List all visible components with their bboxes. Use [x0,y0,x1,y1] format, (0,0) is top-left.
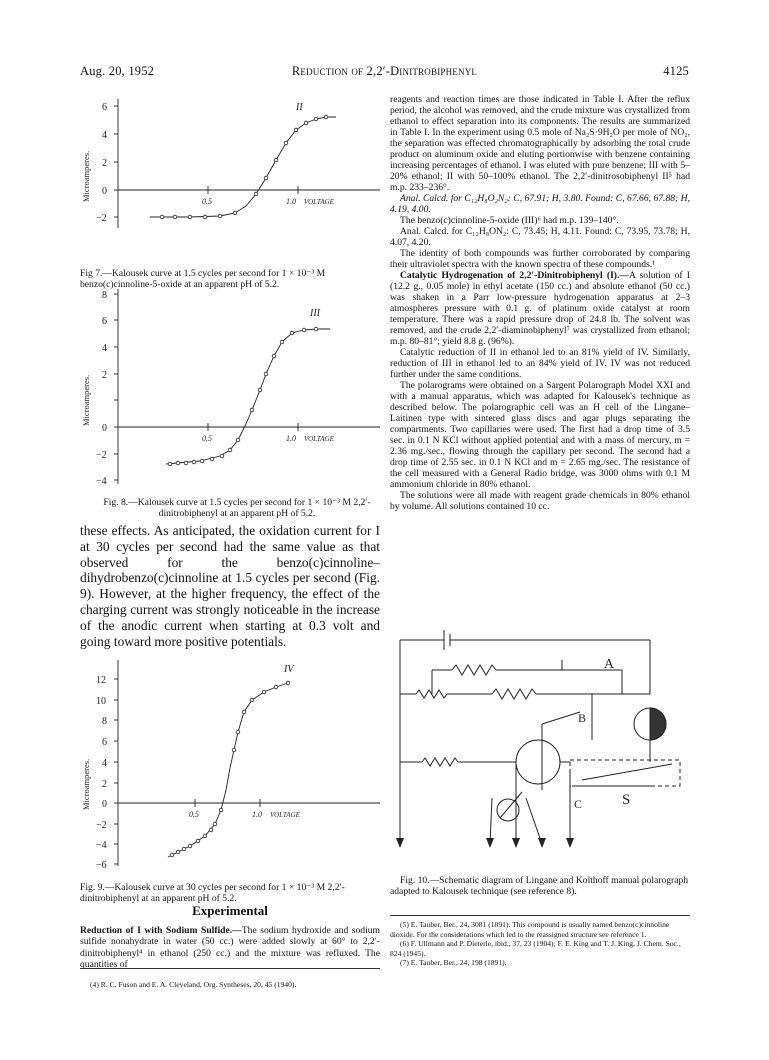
page-date: Aug. 20, 1952 [80,64,155,78]
fig7-voltage-label: VOLTAGE [304,198,334,206]
fig7-caption: Fig 7.—Kalousek curve at 1.5 cycles per second for 1 × 10⁻³ M benzo(c)cinnoline-5-oxide at an apparent pH of 5.2. [80,267,326,290]
fig7-curve-label: II [296,102,303,113]
page-number: 4125 [663,64,689,78]
fig9-curve-label: IV [284,664,294,675]
fig8-curve-label: III [310,308,320,319]
fig9-ytick: 4 [102,758,107,769]
fig9-ytick: −4 [96,840,107,851]
fig7-xtick: 0.5 [202,197,212,206]
fig8-ytick: 8 [102,290,107,301]
fig8-ytick: 0 [102,423,107,434]
fig9-ytick: 12 [96,675,106,686]
right-column-text [390,94,690,512]
fig9-ytick: 10 [96,696,106,707]
hydrogenation-text: A solution of I (12.2 g., 0.05 mole) in ethyl acetate (150 cc.) and absolute ethanol (50 cc.) was shaken in a Parr low-pressure hydrogenation apparatus at 2–3 atmospheres pressure with 0.1 g. of platinum oxide catalyst at room temperature. There was a rapid pressure drop of 24.8 lb. The solvent was removed, and the crude 2,2′-diaminobiphenyl⁷ was crystallized from ethanol; m.p. 80–81°; yield 8.8 g. (96%). [390,270,690,347]
analysis-II: Anal. Calcd. for C₁₂H₈O₂N₂: C, 67.91; H, 3.80. Found: C, 67.66, 67.88; H, 4.19, 4.00. [390,193,690,215]
hydrogenation-run-in-head: Catalytic Hydrogenation of 2,2′-Dinitrobiphenyl (I).— [400,270,629,281]
fig9-ylabel: Microamperes. [81,758,91,810]
fig7-ytick: 0 [102,186,107,197]
fig9-voltage-label: VOLTAGE [270,811,300,819]
fig8-ytick: 6 [102,316,107,327]
experimental-text: The sodium hydroxide and sodium sulfide nonahydrate in water (50 cc.) were added slowly at 60° to 2,2′-dinitrobiphenyl⁴ in ethanol (250 cc.) and the mixture was refluxed. The quantities of [80,925,381,971]
experimental-paragraph [80,925,380,971]
analysis-III: Anal. Calcd. for C₁₂H₈ON₂: C, 73.45; H, 4.11. Found: C, 73.95, 73.78; H, 4.07, 4.20. [390,226,690,248]
right-footnotes [390,920,690,968]
footnote-7: (7) E. Tauber, Ber., 24, 198 (1891). [400,958,507,968]
fig9-plot [80,650,380,868]
fig8-plot [80,286,380,486]
fig9-ytick: 8 [102,716,107,727]
fig10-label-B: B [578,711,587,725]
fig10-label-S: S [622,792,631,808]
fig8-caption: Fig. 8.—Kalousek curve at 1.5 cycles per second for 1 × 10⁻³ M 2,2′-dinitrobiphenyl at an apparent pH of 5.2. [103,496,371,519]
fig8-xtick: 0.5 [202,434,212,443]
fig8-ytick: −4 [96,476,107,486]
right-paragraph-3: The benzo(c)cinnoline-5-oxide (III)⁶ had m.p. 139–140°. [400,215,619,226]
right-paragraph-7: Catalytic reduction of II in ethanol led to an 81% yield of IV. Similarly, reduction of III in ethanol led to an 84% yield of IV. IV was not reduced further under the same conditions. [390,347,690,380]
fig10-schematic [392,612,690,864]
section-heading-experimental: Experimental [192,903,268,918]
fig8-ylabel: Microamperes. [81,374,91,426]
fig9-ytick: 2 [102,779,107,790]
footnote-5: (5) E. Tauber, Ber., 24, 3081 (1891). This compound is usually named benzo(c)cinnoline dioxide. For the considerations which led to the reassigned structure see reference 1. [390,920,670,939]
fig10-label-C: C [574,797,583,811]
fig7-ytick: 2 [102,158,107,169]
fig7-ytick: 6 [102,102,107,113]
footnote-4: (4) R. C. Fuson and E. A. Cleveland, Org. Syntheses, 20, 45 (1940). [90,979,297,989]
fig8-ytick: 4 [102,343,107,354]
fig9-ytick: −2 [96,820,107,831]
experimental-run-in-head: Reduction of I with Sodium Sulfide.— [80,925,242,936]
fig7-ylabel: Microamperes. [81,150,91,202]
hydrogenation-paragraph [390,270,690,347]
fig10-caption: Fig. 10.—Schematic diagram of Lingane and Kolthoff manual polarograph adapted to Kalousek technique (see reference 8). [390,874,689,897]
fig9-caption: Fig. 9.—Kalousek curve at 30 cycles per second for 1 × 10⁻³ M 2,2′-dinitrobiphenyl at an apparent pH of 5.2. [80,881,345,904]
footnote-6: (6) F. Ullmann and P. Dieterle, ibid., 37, 23 (1904); F. E. King and T. J. King, J. Chem. Soc., 824 (1945). [390,939,681,958]
fig7-ytick: 4 [102,130,107,141]
fig10-label-A: A [604,657,615,672]
fig7-xtick: 1.0 [286,197,296,206]
fig7-plot [80,96,380,256]
right-paragraph-5: The identity of both compounds was further corroborated by comparing their ultraviolet spectra with the known spectra of these compounds.¹ [390,248,690,270]
fig9-ytick: 6 [102,737,107,748]
right-paragraph-1: reagents and reaction times are those indicated in Table I. After the reflux period, the alcohol was removed, and the crude mixture was crystallized from ethanol to effect separation into its components. The results are summarized in Table I. In the experiment using 0.5 mole of Na₂S·9H₂O per mole of NO₂, the separation was effected chromatographically by adsorbing the total crude product on aluminum oxide and eluting portionwise with benzene containing increasing percentages of ethanol. I was eluted with pure benzene; III with 5–20% ethanol; II with 50–100% ethanol. The 2,2′-dinitrosobiphenyl II⁵ had m.p. 233–236°. [390,94,690,193]
running-title: Reduction of 2,2′-Dinitrobiphenyl [291,64,478,78]
fig8-ytick: 2 [102,370,107,381]
right-paragraph-9: The solutions were all made with reagent grade chemicals in 80% ethanol by volume. All solutions contained 10 cc. [390,490,690,512]
fig9-xtick: 0.5 [189,810,199,819]
right-paragraph-8: The polarograms were obtained on a Sargent Polarograph Model XXI and with a manual apparatus, which was adapted for Kalousek's technique as described below. The polarographic cell was an H cell of the Lingane–Laitinen type with sintered glass discs and agar plugs separating the compartments. Two capillaries were used. The first had a drop time of 3.5 sec. in 0.1 N KCl without applied potential and with a mass of mercury, m = 2.36 mg./sec., flowing through the capillary per second. The second had a drop time of 2.55 sec. in 0.1 N KCl and m = 2.65 mg./sec. The resistance of the cell measured with a General Radio bridge, was 3000 ohms with 0.1 M ammonium chloride in 80% ethanol. [390,380,690,490]
fig8-ytick: −2 [96,450,107,461]
fig7-ytick: −2 [96,213,107,224]
fig8-voltage-label: VOLTAGE [304,435,334,443]
fig9-xtick: 1.0 [252,810,262,819]
left-body-paragraph: these effects. As anticipated, the oxidation current for I at 30 cycles per second had the same value as that observed for the benzo(c)cinnoline–dihydrobenzo(c)cinnoline at 1.5 cycles per second (Fig. 9). However, at the higher frequency, the effect of the charging current was strongly noticeable in the increase of the anodic current when starting at 0.3 volt and going toward more positive potentials. [80,523,380,649]
fig9-ytick: −6 [96,860,107,868]
fig8-xtick: 1.0 [286,434,296,443]
fig9-ytick: 0 [102,799,107,810]
